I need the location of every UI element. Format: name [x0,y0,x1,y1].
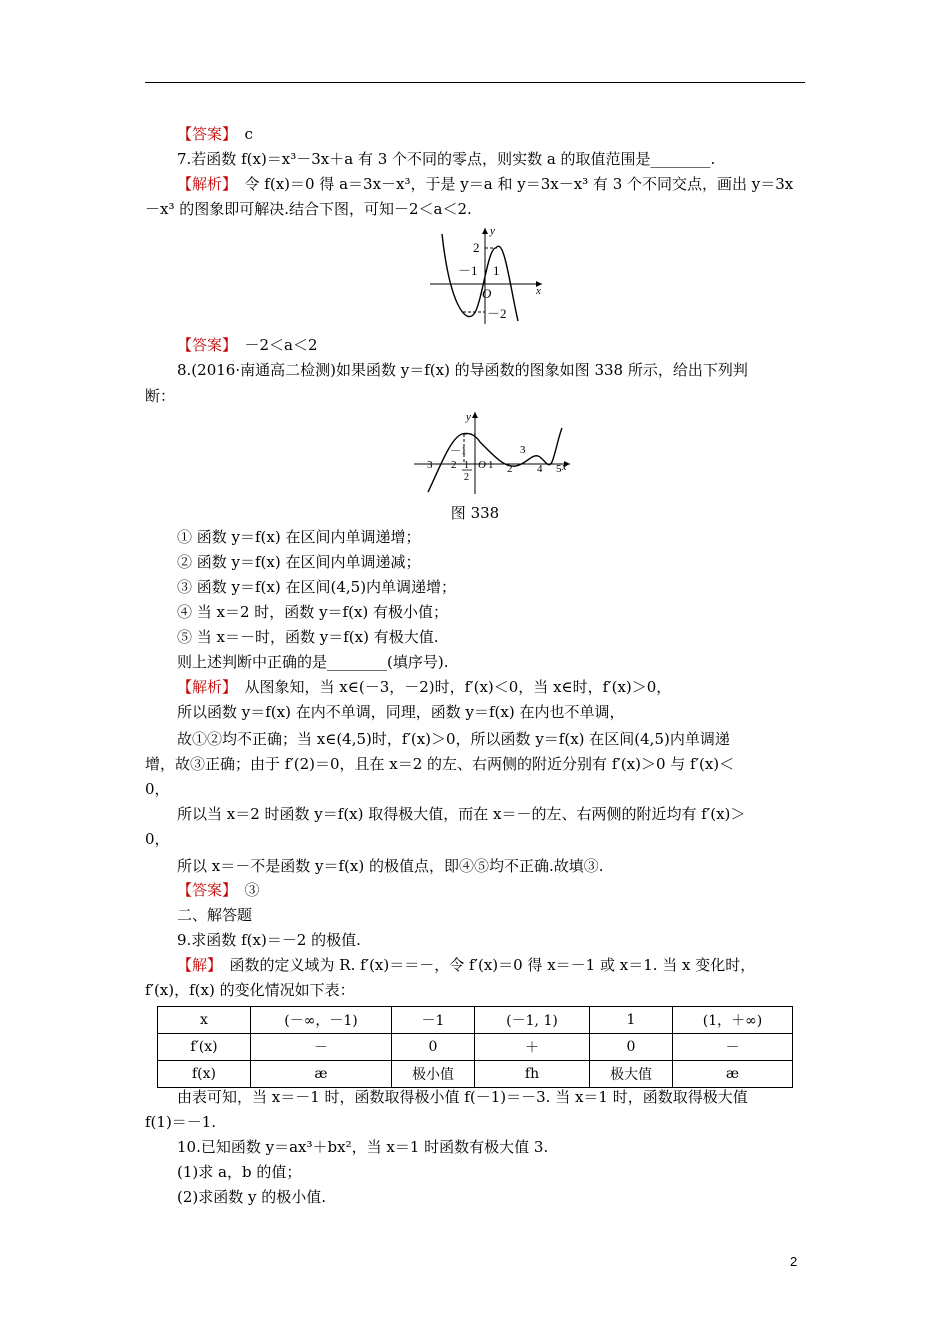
fig2-label-half-num: 1 [464,460,469,471]
solution-8-line-7: 0， [145,830,170,848]
fig2-label-half-den: 2 [464,472,469,483]
table-cell: 极大值 [590,1061,673,1088]
answer-6: 【答案】 c [177,125,253,143]
solution-9-line-1: 【解】 函数的定义域为 R. f′(x)＝＝－，令 f′(x)＝0 得 x＝－1 或 x＝1. 当 x 变化时， [177,956,756,974]
solution-9-line-2: f′(x)，f(x) 的变化情况如下表： [145,981,355,999]
section-2-heading: 二、解答题 [177,906,253,924]
solution-8-line-1: 【解析】 从图象知，当 x∈(－3，－2)时，f′(x)＜0，当 x∈时，f′(x)＞0， [177,678,672,696]
table-cell: －1 [392,1007,475,1034]
fig1-label-neg1: －1 [458,263,478,278]
fig2-label-4: 4 [537,463,543,475]
solution-8-line-4: 增，故③正确；由于 f′(2)＝0，且在 x＝2 的左、右两侧的附近分别有 f′(x)＞0 与 f′(x)＜ [145,755,735,773]
table-row [158,1007,793,1034]
solution-7-line-1: 【解析】 令 f(x)＝0 得 a＝3x－x³，于是 y＝a 和 y＝3x－x³ 有 3 个不同交点，画出 y＝3x [177,175,794,193]
table-cell: － [251,1034,392,1061]
fig1-label-1: 1 [493,263,500,278]
derivative-graph-figure [412,408,574,496]
question-10: 10.已知函数 y＝ax³＋bx²，当 x＝1 时函数有极大值 3. [177,1138,549,1156]
table-cell: (1，＋∞) [673,1007,793,1034]
fig2-origin: O [478,459,486,471]
option-1: ① 函数 y＝f(x) 在区间内单调递增； [177,528,421,546]
table-cell: x [158,1007,251,1034]
header-rule [145,82,805,83]
question-10-part-1: (1)求 a，b 的值； [177,1163,302,1181]
answer-7: 【答案】 －2＜a＜2 [177,336,318,354]
fig2-label-1: 1 [488,459,494,471]
fig2-x-label: x [562,462,567,473]
table-cell: æ [673,1061,793,1088]
answer-8: 【答案】 ③ [177,881,260,899]
question-9: 9.求函数 f(x)＝－2 的极值. [177,931,361,949]
solution-8-line-2: 所以函数 y＝f(x) 在内不单调，同理，函数 y＝f(x) 在内也不单调， [177,703,625,721]
solution-7-line-2: －x³ 的图象即可解决.结合下图，可知－2＜a＜2. [145,200,472,218]
table-cell: (－∞，－1) [251,1007,392,1034]
table-cell: － [673,1034,793,1061]
question-7: 7.若函数 f(x)＝x³－3x＋a 有 3 个不同的零点，则实数 a 的取值范围是________. [177,150,716,168]
fig2-label-2: 2 [507,463,513,475]
question-8-line-2: 断： [145,387,176,405]
option-4: ④ 当 x＝2 时，函数 y＝f(x) 有极小值； [177,603,449,621]
option-5: ⑤ 当 x＝－时，函数 y＝f(x) 有极大值. [177,628,439,646]
question-8-blank: 则上述判断中正确的是________(填序号). [177,653,449,671]
table-cell: f′(x) [158,1034,251,1061]
table-cell: 0 [590,1034,673,1061]
table-row [158,1061,793,1088]
fig1-x-label: x [536,285,541,297]
option-2: ② 函数 y＝f(x) 在区间内单调递减； [177,553,421,571]
fig2-label-m2: －2 [440,459,457,471]
fig1-y-label: y [490,226,495,237]
solution-8-line-3: 故①②均不正确；当 x∈(4,5)时，f′(x)＞0，所以函数 y＝f(x) 在区间(4,5)内单调递 [177,730,730,748]
table-cell: ＋ [475,1034,590,1061]
table-cell: 0 [392,1034,475,1061]
table-cell: f(x) [158,1061,251,1088]
conclusion-9-line-2: f(1)＝－1. [145,1113,217,1131]
table-cell: fh [475,1061,590,1088]
table-cell: (－1, 1) [475,1007,590,1034]
question-10-part-2: (2)求函数 y 的极小值. [177,1188,327,1206]
fig1-label-2: 2 [473,240,480,255]
fig2-y-label: y [466,411,471,423]
option-3: ③ 函数 y＝f(x) 在区间(4,5)内单调递增； [177,578,457,596]
figure-338-caption: 图 338 [450,504,500,522]
page-number: 2 [790,1254,798,1269]
fig2-label-3: 3 [520,444,526,456]
variation-table [157,1006,793,1088]
table-cell: æ [251,1061,392,1088]
fig2-label-5: 5 [556,463,562,475]
solution-8-line-6: 所以当 x＝2 时函数 y＝f(x) 取得极大值，而在 x＝－的左、右两侧的附近均有 f′(x)＞ [177,805,746,823]
table-cell: 极小值 [392,1061,475,1088]
fig1-label-neg2: －2 [487,306,507,321]
fig2-label-m1: －1 [450,445,467,457]
cubic-graph-figure [430,226,550,326]
fig2-label-m3: －3 [416,459,433,471]
fig1-origin: O [482,286,492,301]
table-cell: 1 [590,1007,673,1034]
table-row [158,1034,793,1061]
solution-8-line-5: 0， [145,780,170,798]
solution-8-line-8: 所以 x＝－不是函数 y＝f(x) 的极值点，即④⑤均不正确.故填③. [177,857,604,875]
conclusion-9-line-1: 由表可知，当 x＝－1 时，函数取得极小值 f(－1)＝－3. 当 x＝1 时，函数取得极大值 [177,1088,748,1106]
question-8-line-1: 8.(2016·南通高二检测)如果函数 y＝f(x) 的导函数的图象如图 338 所示，给出下列判 [177,361,748,379]
